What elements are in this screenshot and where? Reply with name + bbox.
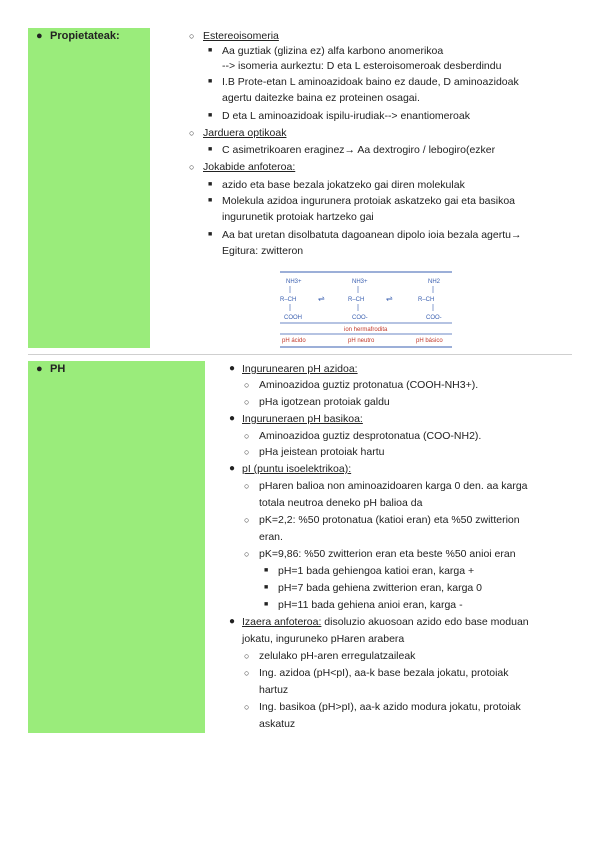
circle-bullet-icon: ○: [189, 31, 195, 41]
pi-item-1: pHaren balioa non aminoazidoaren karga 0 den. aa karga: [259, 480, 528, 492]
circle-bullet-icon: ○: [244, 380, 250, 390]
disc-bullet-icon: ●: [229, 413, 236, 424]
circle-bullet-icon: ○: [244, 668, 250, 678]
pi-sub-2: pH=7 bada gehiena zwitterion eran, karga 0: [278, 582, 483, 594]
pi-sub-3: pH=11 bada gehiena anioi eran, karga -: [278, 599, 463, 611]
jokabide-item-2-cont: ingurunetik protoiak hartzeko gai: [222, 211, 374, 223]
ion-hermafrodita-label: ion hermafrodita: [344, 327, 388, 333]
jokabide-item-2: Molekula azidoa ingurunera protoiak askatzeko gai eta basikoa: [222, 195, 516, 207]
izaera-line-2: jokatu, inguruneko pHaren arabera: [242, 633, 405, 645]
propietateak-heading: ● Propietateak:: [36, 30, 120, 42]
jokabide-item-3-cont: Egitura: zwitteron: [222, 245, 304, 257]
pi-item-2-cont: eran.: [259, 531, 283, 543]
circle-bullet-icon: ○: [244, 515, 250, 525]
izaera-item-1: zelulako pH-aren erregulatzaileak: [259, 650, 416, 662]
col2-nh3: NH3+: [352, 279, 368, 285]
arrow-right-pair-icon: ⇌: [386, 294, 393, 303]
disc-bullet-icon: ●: [229, 363, 236, 374]
pi-item-2: pK=2,2: %50 protonatua (katioi eran) eta %50 zwitterion: [259, 514, 520, 526]
col2-coo: COO-: [352, 315, 368, 321]
jokabide-item-3: Aa bat uretan disolbatuta dagoanean dipolo ioia bezala agertu→: [222, 229, 522, 241]
ph-neutro-label: pH neutro: [348, 338, 375, 344]
circle-bullet-icon: ○: [244, 431, 250, 441]
propietateak-label-cell: [28, 28, 150, 348]
estereo-item-2: I.B Prote-etan L aminoazidoak baino ez daude, D aminoazidoak: [222, 76, 519, 88]
izaera-item-3: Ing. basikoa (pH>pI), aa-k azido modura jokatu, protoiak: [259, 701, 521, 713]
ph-label-cell: [28, 361, 205, 733]
circle-bullet-icon: ○: [244, 702, 250, 712]
square-bullet-icon: ■: [208, 181, 213, 188]
estereo-item-1: Aa guztiak (glizina ez) alfa karbono anomerikoa: [222, 45, 444, 57]
pi-item-3: pK=9,86: %50 zwitterion eran eta beste %50 anioi eran: [259, 548, 516, 560]
square-bullet-icon: ■: [208, 231, 213, 238]
circle-bullet-icon: ○: [189, 162, 195, 172]
basiko-item-1: Aminoazidoa guztiz desprotonatua (COO-NH2).: [259, 430, 482, 442]
square-bullet-icon: ■: [208, 78, 213, 85]
estereo-item-1-cont: --> isomeria aurkeztu: D eta L esteroisomeroak desberdindu: [222, 60, 502, 72]
azido-item-2: pHa igotzean protoiak galdu: [259, 396, 390, 408]
basiko-title: Inguruneraen pH basikoa:: [242, 413, 363, 425]
zwitterion-diagram: [278, 271, 454, 351]
row-divider: [28, 354, 572, 355]
col3-rch: R–CH: [418, 297, 435, 303]
col3-nh2: NH2: [428, 279, 441, 285]
arrow-left-pair-icon: ⇌: [318, 294, 325, 303]
pi-title: pI (puntu isoelektrikoa):: [242, 463, 352, 475]
col1-nh3: NH3+: [286, 279, 302, 285]
izaera-item-2: Ing. azidoa (pH<pI), aa-k base bezala jokatu, protoiak: [259, 667, 509, 679]
izaera-item-3-cont: askatuz: [259, 718, 296, 730]
ph-acido-label: pH ácido: [282, 338, 306, 344]
azido-title: Ingurunearen pH azidoa:: [242, 363, 358, 375]
square-bullet-icon: ■: [208, 47, 213, 54]
pi-item-1-cont: totala neutroa deneko pH balioa da: [259, 497, 423, 509]
jokabide-title: Jokabide anfoteroa:: [203, 161, 296, 173]
jarduera-item-1: C asimetrikoaren eraginez→ Aa dextrogiro / lebogiro(ezker: [222, 144, 496, 156]
jokabide-item-1: azido eta base bezala jokatzeko gai diren molekulak: [222, 179, 465, 191]
square-bullet-icon: ■: [264, 584, 269, 591]
circle-bullet-icon: ○: [244, 481, 250, 491]
ph-heading: ● PH: [36, 363, 66, 375]
col3-coo: COO-: [426, 315, 442, 321]
azido-item-1: Aminoazidoa guztiz protonatua (COOH-NH3+).: [259, 379, 479, 391]
col1-cooh: COOH: [284, 315, 302, 321]
square-bullet-icon: ■: [208, 197, 213, 204]
izaera-item-2-cont: hartuz: [259, 684, 289, 696]
circle-bullet-icon: ○: [244, 549, 250, 559]
ph-basico-label: pH básico: [416, 338, 443, 344]
disc-bullet-icon: ●: [229, 616, 236, 627]
circle-bullet-icon: ○: [244, 447, 250, 457]
disc-bullet-icon: ●: [229, 463, 236, 474]
circle-bullet-icon: ○: [244, 651, 250, 661]
square-bullet-icon: ■: [208, 146, 213, 153]
estereoisomeria-title: Estereoisomeria: [203, 30, 279, 42]
circle-bullet-icon: ○: [189, 128, 195, 138]
col2-rch: R–CH: [348, 297, 365, 303]
izaera-title: Izaera anfoteroa: disoluzio akuosoan azido edo base moduan: [242, 616, 529, 628]
square-bullet-icon: ■: [208, 112, 213, 119]
estereo-item-3: D eta L aminoazidoak ispilu-irudiak--> enantiomeroak: [222, 110, 470, 122]
col1-rch: R–CH: [280, 297, 297, 303]
jarduera-title: Jarduera optikoak: [203, 127, 287, 139]
square-bullet-icon: ■: [264, 567, 269, 574]
basiko-item-2: pHa jeistean protoiak hartu: [259, 446, 385, 458]
estereo-item-2-cont: agertu daitezke baina ez proteinen osagai.: [222, 92, 420, 104]
pi-sub-1: pH=1 bada gehiengoa katioi eran, karga +: [278, 565, 475, 577]
square-bullet-icon: ■: [264, 601, 269, 608]
circle-bullet-icon: ○: [244, 397, 250, 407]
